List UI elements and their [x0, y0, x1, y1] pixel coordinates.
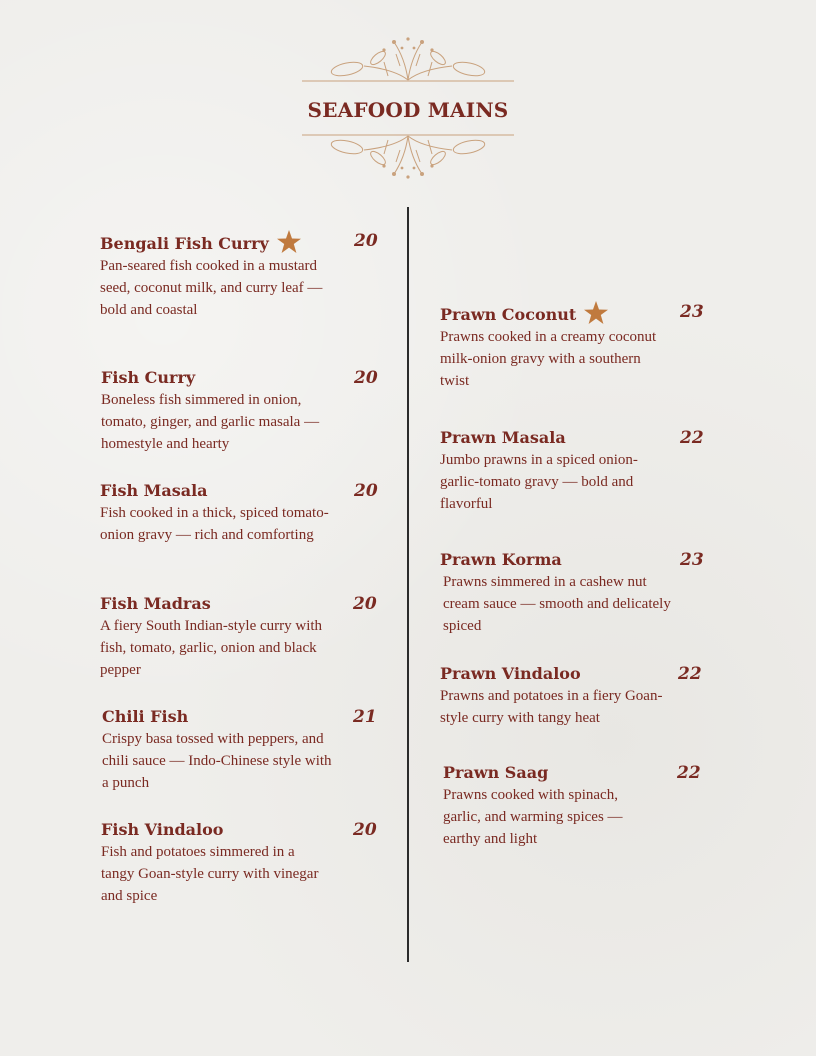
menu-item: [440, 301, 740, 392]
item-price: 20: [354, 368, 378, 388]
item-name: Prawn Coconut: [440, 305, 577, 324]
menu-item: [100, 593, 400, 681]
item-price: 20: [353, 594, 377, 614]
item-price: 22: [678, 664, 702, 684]
menu-item: [440, 549, 740, 637]
item-name: Prawn Vindaloo: [440, 664, 581, 683]
menu-item: [440, 427, 740, 515]
column-divider: [407, 207, 409, 962]
item-name: Fish Curry: [101, 368, 196, 387]
item-description: Prawns cooked with spinach, garlic, and warming spices — earthy and light: [443, 787, 623, 847]
menu-item: [440, 663, 740, 729]
item-price: 22: [680, 428, 704, 448]
item-price: 20: [353, 820, 377, 840]
item-price: 20: [354, 481, 378, 501]
item-name: Prawn Masala: [440, 428, 566, 447]
menu-item: [100, 230, 400, 321]
menu-item: [100, 480, 400, 546]
item-name: Chili Fish: [102, 707, 189, 726]
item-description: Prawns and potatoes in a fiery Goan-style curry with tangy heat: [440, 688, 663, 726]
page-title: SEAFOOD MAINS: [307, 98, 509, 122]
star-icon: [584, 301, 608, 324]
item-name: Prawn Korma: [440, 550, 562, 569]
item-name: Fish Masala: [100, 481, 208, 500]
menu-item: [443, 762, 743, 850]
item-description: A fiery South Indian-style curry with fish, tomato, garlic, onion and black pepper: [100, 618, 323, 678]
item-description: Boneless fish simmered in onion, tomato, ginger, and garlic masala — homestyle and hearty: [101, 392, 320, 452]
item-name: Prawn Saag: [443, 763, 549, 782]
item-description: Prawns cooked in a creamy coconut milk-onion gravy with a southern twist: [440, 329, 657, 389]
menu-item: [101, 819, 401, 907]
item-description: Jumbo prawns in a spiced onion-garlic-tomato gravy — bold and flavorful: [440, 452, 638, 512]
item-price: 23: [680, 302, 704, 322]
menu-item: [102, 706, 402, 794]
item-price: 22: [677, 763, 701, 783]
item-name: Fish Madras: [100, 594, 211, 613]
item-description: Fish cooked in a thick, spiced tomato-onion gravy — rich and comforting: [100, 505, 329, 543]
item-name: Bengali Fish Curry: [100, 234, 269, 253]
item-price: 21: [353, 707, 377, 727]
item-description: Fish and potatoes simmered in a tangy Goan-style curry with vinegar and spice: [101, 844, 319, 904]
item-name: Fish Vindaloo: [101, 820, 224, 839]
item-price: 23: [680, 550, 704, 570]
star-icon: [277, 230, 301, 253]
item-description: Pan-seared fish cooked in a mustard seed, coconut milk, and curry leaf — bold and coastal: [100, 258, 323, 318]
floral-ornament-icon: [302, 134, 514, 180]
item-price: 20: [354, 231, 378, 251]
item-description: Crispy basa tossed with peppers, and chili sauce — Indo-Chinese style with a punch: [102, 731, 332, 791]
item-description: Prawns simmered in a cashew nut cream sauce — smooth and delicately spiced: [443, 574, 671, 634]
floral-ornament-icon: [302, 36, 514, 82]
menu-item: [101, 367, 401, 455]
